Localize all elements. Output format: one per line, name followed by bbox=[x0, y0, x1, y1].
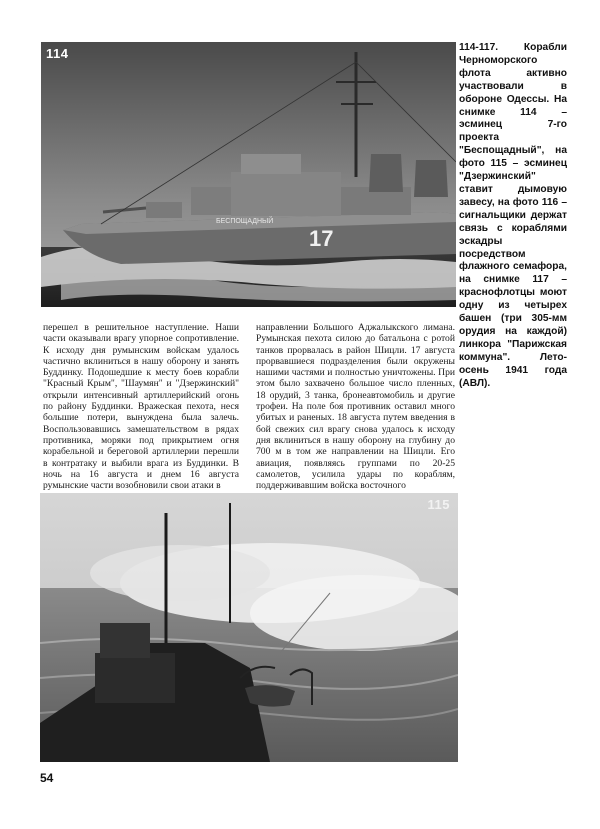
body-text-left-column: перешел в решительное наступление. Наши части оказывали врагу упорное сопротивление. К исходу дня румынским войскам удалось частично вклиниться в нашу оборону и занять Буддинку. Подошедшие к месту боев корабли "Красный Крым", "Шаумян" и "Дзержинский" открыли интенсивный артиллерийский огонь по району Буддинки. Вражеская пехота, неся большие потери, вынуждена была залечь. Воспользовавшись замешательством в рядах противника, моряки под прикрытием огня корабельной и береговой артиллерии перешли в контратаку и выбили врага из Буддинки. В ночь на 16 августа и днем 16 августа румынские части возобновили свои атаки в bbox=[43, 322, 239, 492]
destroyer-photo bbox=[41, 42, 456, 307]
photo-115-number: 115 bbox=[427, 497, 450, 512]
photo-114 bbox=[41, 42, 456, 307]
photo-114-number: 114 bbox=[46, 46, 69, 61]
hull-number: 17 bbox=[309, 226, 334, 251]
body-text-right-column: направлении Большого Аджалыкского лимана. Румынская пехота силою до батальона с ротой танков прорвалась в район Шицли. 17 августа прорвавшиеся подразделения были окружены нашими частями и полностью уничтожены. При этом было захвачено большое число пленных, 18 орудий, 3 танка, бронеавтомобиль и другие трофеи. На поле боя противник оставил много убитых и раненых. 18 августа путем введения в бой свежих сил врагу снова удалось к исходу дня вклиниться в нашу оборону на глубину до 700 м в том же направлении на Шицли. Его авиация, появляясь группами по 20-25 самолетов, усилила удары по кораблям, поддерживавшим войска восточного bbox=[256, 322, 455, 492]
smoke-screen-photo bbox=[40, 493, 458, 762]
photo-115 bbox=[40, 493, 458, 762]
page-number: 54 bbox=[40, 771, 54, 785]
hull-name: БЕСПОЩАДНЫЙ bbox=[216, 218, 274, 225]
photo-caption: 114-117. Корабли Черноморского флота активно участвовали в обороне Одессы. На снимке 114 – эсминец 7-го проекта "Беспощадный", на фото 115 – эсминец "Дзержинский" ставит дымовую завесу, на фото 116 – сигнальщики держат связь с кораблями эскадры посредством флажного семафора, на снимке 117 – краснофлотцы моют одну из четырех башен (три 305-мм орудия на каждой) линкора "Парижская коммуна". Лето-осень 1941 года (АВЛ). bbox=[459, 42, 567, 389]
